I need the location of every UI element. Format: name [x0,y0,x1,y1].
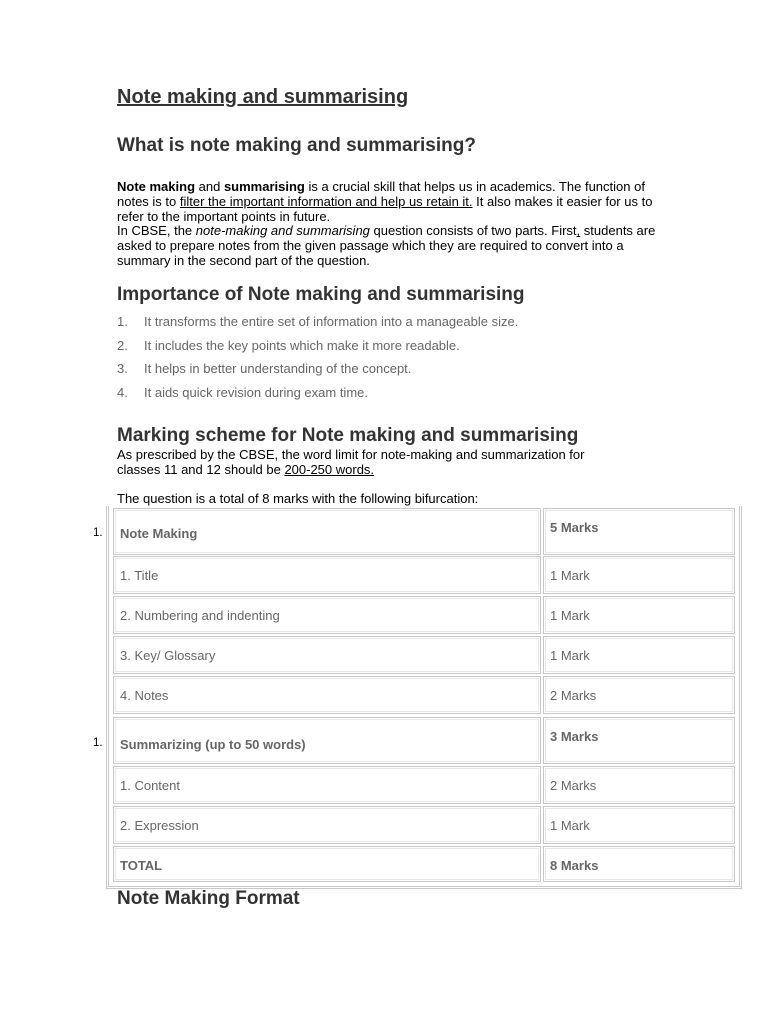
table-cell [113,806,541,844]
text-run: It also makes it easier for us to refer to the important points in future. [117,193,653,224]
table-cell [543,846,735,882]
table-cell-marks: 2 Marks [550,778,597,793]
table-cell [543,717,735,764]
table-row-total [113,846,735,882]
table-cell [113,846,541,882]
table-cell-marks: 1 Mark [550,608,590,623]
word-limit-paragraph [117,448,617,478]
list-number: 1. [117,314,128,329]
table-cell [543,508,735,555]
list-text: It transforms the entire set of information into a manageable size. [144,314,519,329]
underlined-text: , [576,223,581,239]
italic-term: note-making and summarising [195,223,370,239]
table-cell-marks: 1 Mark [550,648,590,663]
text-run: students are asked to prepare notes from the given passage which they are required to convert into a summary in the second part of the question. [117,223,656,268]
table-cell-label: Summarizing (up to 50 words) [120,737,306,752]
table-cell [113,676,541,714]
table-cell [543,556,735,594]
section-heading-marking-scheme: Marking scheme for Note making and summarising [117,425,579,446]
text-run: and [195,179,224,194]
table-cell [113,596,541,634]
section-heading-what-is: What is note making and summarising? [117,135,476,156]
table-cell [543,636,735,674]
table-cell-label: 1. Title [120,568,159,583]
list-number: 4. [117,385,128,401]
table-row [113,806,735,844]
table-cell [543,766,735,804]
table-cell-marks: 8 Marks [550,858,599,873]
list-item [117,360,518,384]
table-cell-marks: 2 Marks [550,688,597,703]
underlined-text: filter the important information and help us retain it. [179,193,473,209]
bold-term: Note making [117,179,196,194]
list-item [117,384,518,408]
table-cell [113,717,541,764]
table-cell [113,556,541,594]
bold-term: summarising [223,179,305,194]
bifurcation-paragraph: The question is a total of 8 marks with the following bifurcation: [117,491,479,506]
table-cell-marks: 5 Marks [550,520,599,535]
table-row [113,596,735,634]
table-cell [543,676,735,714]
table-cell-label: 3. Key/ Glossary [120,648,216,663]
underlined-text: 200-250 words. [284,461,375,477]
table-row-summarizing [113,717,735,764]
table-row [113,766,735,804]
table-cell-label: 2. Numbering and indenting [120,608,280,623]
table-cell-label: 1. Content [120,778,180,793]
table-cell-label: TOTAL [120,858,163,873]
page-title: Note making and summarising [117,86,409,108]
table-cell-marks: 1 Mark [550,568,590,583]
list-text: It aids quick revision during exam time. [144,385,368,401]
list-number: 2. [117,337,128,353]
intro-paragraph [117,180,662,269]
text-run: question consists of two parts. First [369,223,577,239]
table-cell-label: 4. Notes [120,688,169,703]
section-heading-importance: Importance of Note making and summarising [117,284,525,305]
row-number: 1. [93,527,103,539]
text-run: In CBSE, the [117,223,196,239]
table-cell-marks: 1 Mark [550,818,590,833]
table-cell [113,508,541,555]
section-heading-format: Note Making Format [117,888,300,909]
table-cell-marks: 3 Marks [550,729,599,744]
text-run: is a crucial skill that helps us in academics. The function of notes is to [117,179,645,209]
importance-list [117,313,518,408]
list-text: It includes the key points which make it more readable. [144,337,460,353]
table-cell-label: Note Making [120,526,198,541]
list-number: 3. [117,361,128,377]
table-row [113,556,735,594]
row-number: 1. [93,737,103,749]
table-cell-label: 2. Expression [120,818,199,833]
text-run: As prescribed by the CBSE, the word limit for note-making and summarization for classes 11 and 12 should be [117,447,585,477]
table-row-note-making [113,508,735,555]
table-row [113,676,735,714]
table-cell [113,636,541,674]
list-text: It helps in better understanding of the concept. [144,361,412,377]
table-cell [543,596,735,634]
list-item [117,337,518,361]
table-cell [543,806,735,844]
marks-table [106,506,742,889]
table-cell [113,766,541,804]
table-row [113,636,735,674]
list-item [117,313,518,337]
